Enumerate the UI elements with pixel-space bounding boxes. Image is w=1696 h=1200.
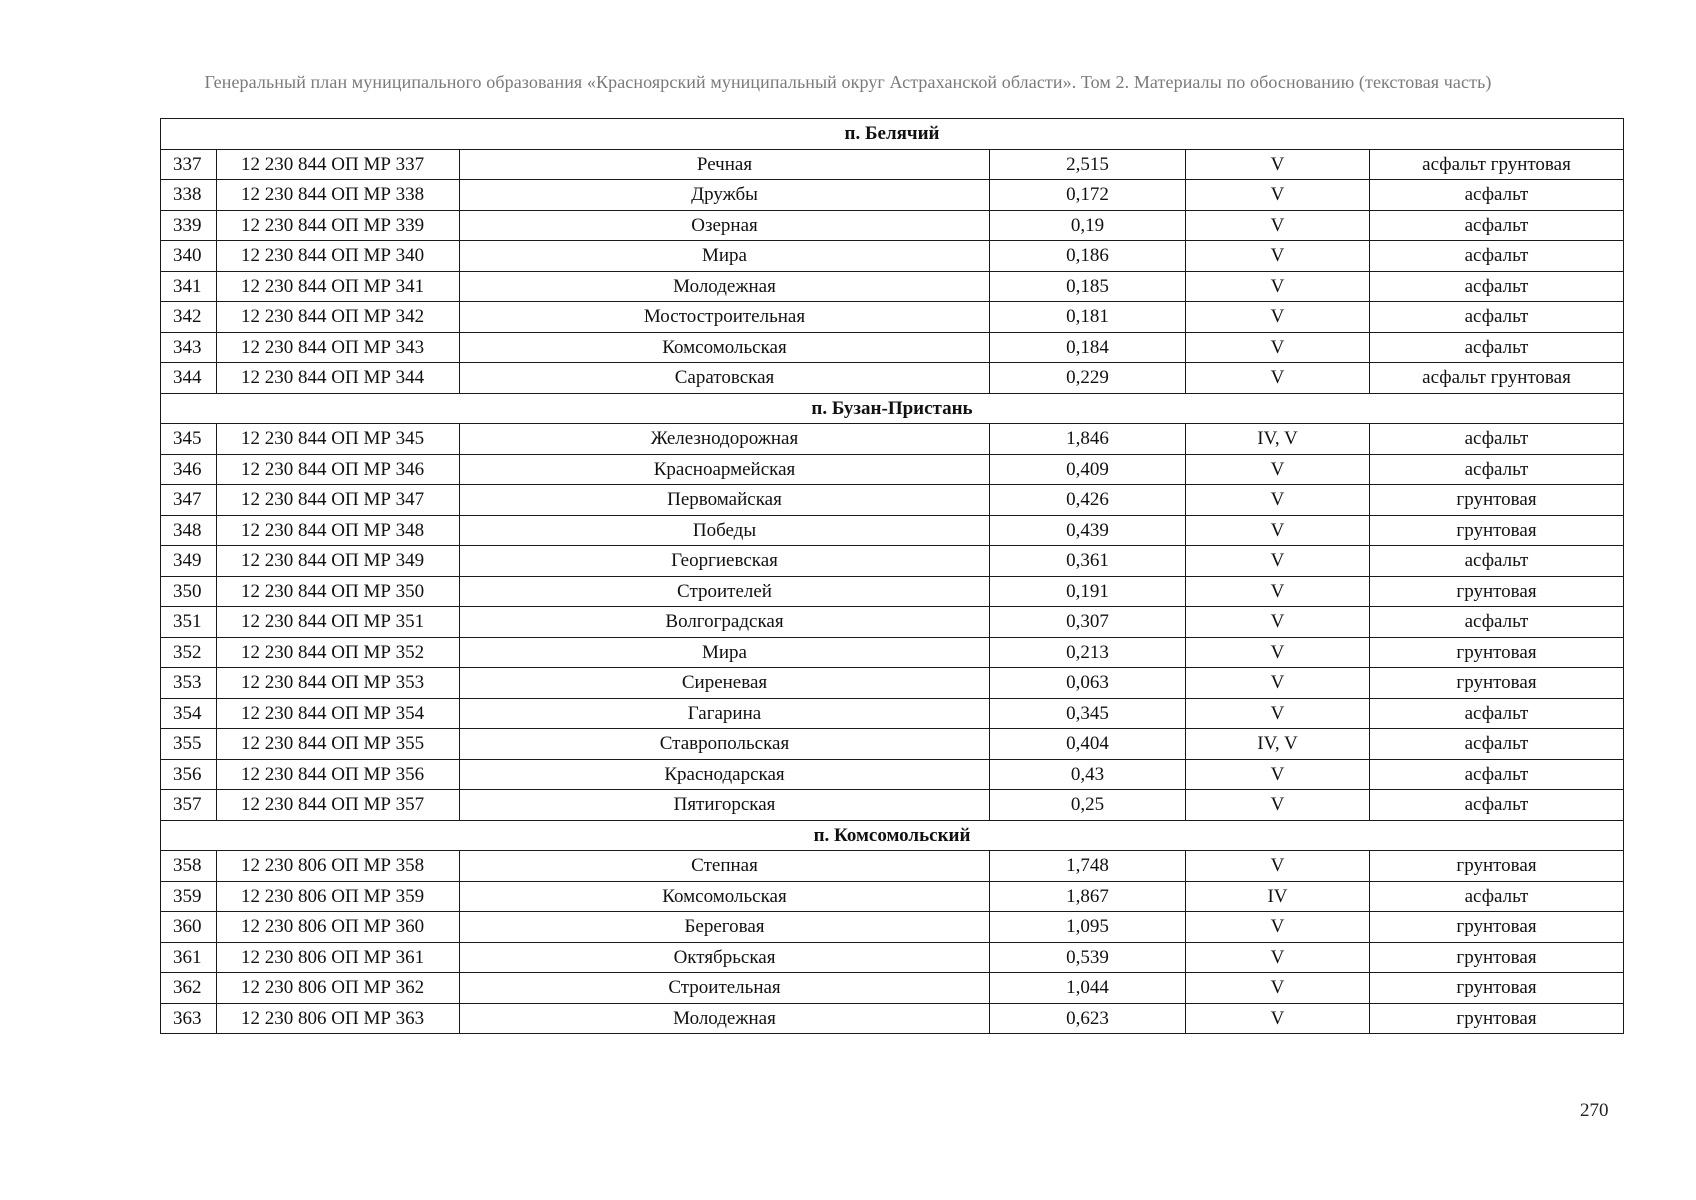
street-name-cell: Комсомольская: [460, 332, 990, 363]
road-id-cell: 12 230 844 ОП МР 345: [217, 424, 460, 455]
road-category-cell: V: [1186, 241, 1370, 272]
street-name-cell: Молодежная: [460, 271, 990, 302]
section-row: [161, 820, 1624, 851]
street-name-cell: Пятигорская: [460, 790, 990, 821]
road-id-cell: 12 230 844 ОП МР 351: [217, 607, 460, 638]
row-number-cell: 344: [161, 363, 217, 394]
row-number-cell: 360: [161, 912, 217, 943]
road-category-cell: V: [1186, 698, 1370, 729]
row-number-cell: 347: [161, 485, 217, 516]
road-category-cell: V: [1186, 607, 1370, 638]
road-id-cell: 12 230 806 ОП МР 358: [217, 851, 460, 882]
surface-type-cell: асфальт: [1370, 790, 1624, 821]
row-number-cell: 361: [161, 942, 217, 973]
table-row: [161, 546, 1624, 577]
surface-type-cell: асфальт: [1370, 759, 1624, 790]
length-km-cell: 0,181: [990, 302, 1186, 333]
road-id-cell: 12 230 844 ОП МР 348: [217, 515, 460, 546]
road-id-cell: 12 230 844 ОП МР 355: [217, 729, 460, 760]
length-km-cell: 1,846: [990, 424, 1186, 455]
road-id-cell: 12 230 844 ОП МР 341: [217, 271, 460, 302]
row-number-cell: 348: [161, 515, 217, 546]
row-number-cell: 342: [161, 302, 217, 333]
length-km-cell: 0,25: [990, 790, 1186, 821]
length-km-cell: 0,213: [990, 637, 1186, 668]
row-number-cell: 338: [161, 180, 217, 211]
road-id-cell: 12 230 844 ОП МР 343: [217, 332, 460, 363]
road-category-cell: IV: [1186, 881, 1370, 912]
surface-type-cell: асфальт: [1370, 546, 1624, 577]
length-km-cell: 0,426: [990, 485, 1186, 516]
surface-type-cell: грунтовая: [1370, 912, 1624, 943]
road-id-cell: 12 230 806 ОП МР 362: [217, 973, 460, 1004]
street-name-cell: Озерная: [460, 210, 990, 241]
section-title: п. Комсомольский: [161, 820, 1624, 851]
row-number-cell: 340: [161, 241, 217, 272]
length-km-cell: 0,185: [990, 271, 1186, 302]
row-number-cell: 351: [161, 607, 217, 638]
surface-type-cell: асфальт: [1370, 698, 1624, 729]
table-row: [161, 271, 1624, 302]
street-name-cell: Мира: [460, 241, 990, 272]
row-number-cell: 341: [161, 271, 217, 302]
road-id-cell: 12 230 806 ОП МР 363: [217, 1003, 460, 1034]
row-number-cell: 345: [161, 424, 217, 455]
road-category-cell: V: [1186, 790, 1370, 821]
road-id-cell: 12 230 844 ОП МР 352: [217, 637, 460, 668]
table-row: [161, 241, 1624, 272]
surface-type-cell: асфальт: [1370, 210, 1624, 241]
surface-type-cell: грунтовая: [1370, 637, 1624, 668]
road-category-cell: IV, V: [1186, 729, 1370, 760]
roads-table: [160, 118, 1624, 1034]
street-name-cell: Дружбы: [460, 180, 990, 211]
street-name-cell: Георгиевская: [460, 546, 990, 577]
table-row: [161, 668, 1624, 699]
road-id-cell: 12 230 806 ОП МР 361: [217, 942, 460, 973]
length-km-cell: 0,409: [990, 454, 1186, 485]
surface-type-cell: асфальт: [1370, 180, 1624, 211]
row-number-cell: 356: [161, 759, 217, 790]
surface-type-cell: грунтовая: [1370, 668, 1624, 699]
length-km-cell: 2,515: [990, 149, 1186, 180]
table-row: [161, 973, 1624, 1004]
road-id-cell: 12 230 844 ОП МР 340: [217, 241, 460, 272]
row-number-cell: 354: [161, 698, 217, 729]
row-number-cell: 350: [161, 576, 217, 607]
road-category-cell: V: [1186, 332, 1370, 363]
table-row: [161, 485, 1624, 516]
row-number-cell: 343: [161, 332, 217, 363]
row-number-cell: 353: [161, 668, 217, 699]
table-row: [161, 576, 1624, 607]
street-name-cell: Гагарина: [460, 698, 990, 729]
surface-type-cell: асфальт: [1370, 881, 1624, 912]
road-id-cell: 12 230 844 ОП МР 349: [217, 546, 460, 577]
road-category-cell: V: [1186, 942, 1370, 973]
section-row: [161, 393, 1624, 424]
length-km-cell: 1,044: [990, 973, 1186, 1004]
length-km-cell: 0,191: [990, 576, 1186, 607]
street-name-cell: Мира: [460, 637, 990, 668]
street-name-cell: Волгоградская: [460, 607, 990, 638]
surface-type-cell: асфальт: [1370, 271, 1624, 302]
table-row: [161, 607, 1624, 638]
street-name-cell: Речная: [460, 149, 990, 180]
table-row: [161, 302, 1624, 333]
length-km-cell: 0,063: [990, 668, 1186, 699]
surface-type-cell: грунтовая: [1370, 515, 1624, 546]
row-number-cell: 337: [161, 149, 217, 180]
table-row: [161, 180, 1624, 211]
surface-type-cell: асфальт грунтовая: [1370, 149, 1624, 180]
road-category-cell: V: [1186, 546, 1370, 577]
surface-type-cell: асфальт: [1370, 424, 1624, 455]
table-row: [161, 515, 1624, 546]
page-number: 270: [1580, 1100, 1609, 1121]
surface-type-cell: грунтовая: [1370, 576, 1624, 607]
street-name-cell: Степная: [460, 851, 990, 882]
section-title: п. Белячий: [161, 119, 1624, 150]
street-name-cell: Краснодарская: [460, 759, 990, 790]
row-number-cell: 355: [161, 729, 217, 760]
table-row: [161, 1003, 1624, 1034]
row-number-cell: 349: [161, 546, 217, 577]
length-km-cell: 0,623: [990, 1003, 1186, 1034]
table-row: [161, 424, 1624, 455]
length-km-cell: 0,361: [990, 546, 1186, 577]
road-category-cell: V: [1186, 515, 1370, 546]
page-header: Генеральный план муниципального образования «Красноярский муниципальный округ Астраханской области». Том 2. Материалы по обоснованию (текстовая часть): [204, 72, 1492, 92]
surface-type-cell: асфальт: [1370, 302, 1624, 333]
row-number-cell: 362: [161, 973, 217, 1004]
length-km-cell: 0,184: [990, 332, 1186, 363]
road-category-cell: V: [1186, 454, 1370, 485]
surface-type-cell: грунтовая: [1370, 973, 1624, 1004]
row-number-cell: 359: [161, 881, 217, 912]
road-category-cell: V: [1186, 210, 1370, 241]
table-row: [161, 210, 1624, 241]
table-row: [161, 790, 1624, 821]
row-number-cell: 339: [161, 210, 217, 241]
surface-type-cell: асфальт: [1370, 241, 1624, 272]
length-km-cell: 0,172: [990, 180, 1186, 211]
road-category-cell: V: [1186, 759, 1370, 790]
table-row: [161, 454, 1624, 485]
road-category-cell: V: [1186, 271, 1370, 302]
row-number-cell: 352: [161, 637, 217, 668]
length-km-cell: 0,345: [990, 698, 1186, 729]
length-km-cell: 0,43: [990, 759, 1186, 790]
street-name-cell: Комсомольская: [460, 881, 990, 912]
table-row: [161, 881, 1624, 912]
street-name-cell: Октябрьская: [460, 942, 990, 973]
road-id-cell: 12 230 844 ОП МР 344: [217, 363, 460, 394]
table-row: [161, 149, 1624, 180]
table-row: [161, 851, 1624, 882]
row-number-cell: 357: [161, 790, 217, 821]
road-category-cell: V: [1186, 912, 1370, 943]
street-name-cell: Железнодорожная: [460, 424, 990, 455]
road-category-cell: V: [1186, 973, 1370, 1004]
table-row: [161, 729, 1624, 760]
road-id-cell: 12 230 844 ОП МР 354: [217, 698, 460, 729]
road-category-cell: V: [1186, 485, 1370, 516]
surface-type-cell: грунтовая: [1370, 485, 1624, 516]
table-row: [161, 759, 1624, 790]
street-name-cell: Красноармейская: [460, 454, 990, 485]
road-id-cell: 12 230 844 ОП МР 357: [217, 790, 460, 821]
table-row: [161, 332, 1624, 363]
length-km-cell: 0,229: [990, 363, 1186, 394]
surface-type-cell: грунтовая: [1370, 942, 1624, 973]
road-category-cell: V: [1186, 668, 1370, 699]
road-id-cell: 12 230 844 ОП МР 342: [217, 302, 460, 333]
road-id-cell: 12 230 806 ОП МР 359: [217, 881, 460, 912]
length-km-cell: 0,307: [990, 607, 1186, 638]
length-km-cell: 0,186: [990, 241, 1186, 272]
road-category-cell: V: [1186, 637, 1370, 668]
length-km-cell: 0,439: [990, 515, 1186, 546]
street-name-cell: Ставропольская: [460, 729, 990, 760]
road-id-cell: 12 230 844 ОП МР 346: [217, 454, 460, 485]
row-number-cell: 346: [161, 454, 217, 485]
road-category-cell: IV, V: [1186, 424, 1370, 455]
surface-type-cell: асфальт грунтовая: [1370, 363, 1624, 394]
surface-type-cell: грунтовая: [1370, 1003, 1624, 1034]
road-id-cell: 12 230 844 ОП МР 353: [217, 668, 460, 699]
table-row: [161, 912, 1624, 943]
road-category-cell: V: [1186, 1003, 1370, 1034]
section-row: [161, 119, 1624, 150]
street-name-cell: Саратовская: [460, 363, 990, 394]
road-category-cell: V: [1186, 851, 1370, 882]
row-number-cell: 358: [161, 851, 217, 882]
road-id-cell: 12 230 844 ОП МР 347: [217, 485, 460, 516]
street-name-cell: Мостостроительная: [460, 302, 990, 333]
road-category-cell: V: [1186, 149, 1370, 180]
street-name-cell: Береговая: [460, 912, 990, 943]
section-title: п. Бузан-Пристань: [161, 393, 1624, 424]
length-km-cell: 1,867: [990, 881, 1186, 912]
street-name-cell: Строительная: [460, 973, 990, 1004]
street-name-cell: Строителей: [460, 576, 990, 607]
surface-type-cell: асфальт: [1370, 454, 1624, 485]
road-category-cell: V: [1186, 576, 1370, 607]
length-km-cell: 0,539: [990, 942, 1186, 973]
street-name-cell: Молодежная: [460, 1003, 990, 1034]
road-id-cell: 12 230 844 ОП МР 339: [217, 210, 460, 241]
road-id-cell: 12 230 844 ОП МР 350: [217, 576, 460, 607]
surface-type-cell: асфальт: [1370, 332, 1624, 363]
table-row: [161, 942, 1624, 973]
surface-type-cell: асфальт: [1370, 607, 1624, 638]
table-row: [161, 698, 1624, 729]
row-number-cell: 363: [161, 1003, 217, 1034]
road-id-cell: 12 230 806 ОП МР 360: [217, 912, 460, 943]
road-category-cell: V: [1186, 180, 1370, 211]
road-id-cell: 12 230 844 ОП МР 356: [217, 759, 460, 790]
length-km-cell: 1,095: [990, 912, 1186, 943]
road-id-cell: 12 230 844 ОП МР 337: [217, 149, 460, 180]
table-row: [161, 637, 1624, 668]
road-category-cell: V: [1186, 302, 1370, 333]
street-name-cell: Первомайская: [460, 485, 990, 516]
length-km-cell: 0,404: [990, 729, 1186, 760]
length-km-cell: 1,748: [990, 851, 1186, 882]
surface-type-cell: асфальт: [1370, 729, 1624, 760]
road-id-cell: 12 230 844 ОП МР 338: [217, 180, 460, 211]
roads-table-body: [161, 119, 1624, 1034]
road-category-cell: V: [1186, 363, 1370, 394]
street-name-cell: Сиреневая: [460, 668, 990, 699]
table-row: [161, 363, 1624, 394]
length-km-cell: 0,19: [990, 210, 1186, 241]
street-name-cell: Победы: [460, 515, 990, 546]
surface-type-cell: грунтовая: [1370, 851, 1624, 882]
